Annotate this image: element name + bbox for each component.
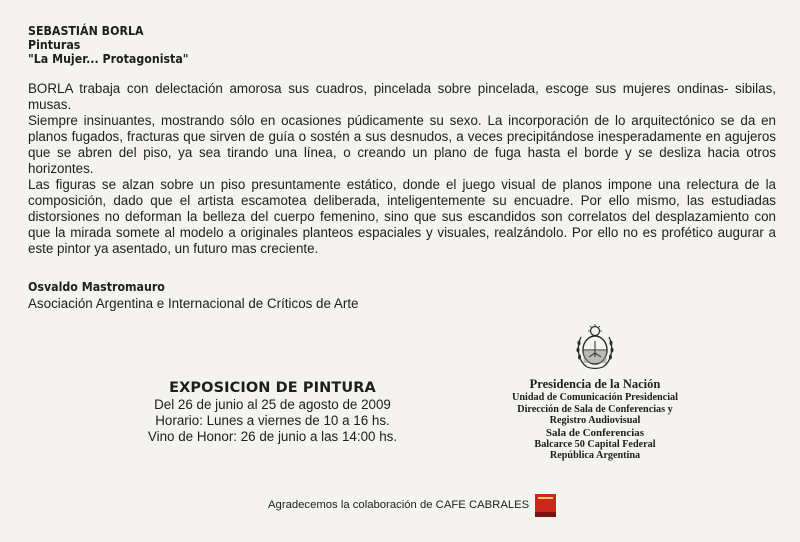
exhibition-title: EXPOSICION DE PINTURA [169,380,376,396]
review-text [28,81,776,257]
unit-line: Unidad de Comunicación Presidencial [512,392,678,403]
cafe-cabrales-logo-icon [535,494,556,517]
paragraph: Las figuras se alzan sobre un piso presuntamente estático, donde el juego visual de planos impone una relectura de la composición, dado que el artista escamotea deliberada, inteligentemente su encuadre. Por ello mismo, las estudiadas distorsiones no deforman la belleza del cuerpo femenino, sino que sus escandidos son correlatos del desplazamiento con que la mirada somete al modelo a originales planteos espaciales y visuales, realzándolo. Por ello no es profético augurar a este pintor ya asentado, un futuro mas creciente. [28,177,776,256]
author-block [28,280,359,312]
header [28,24,202,66]
unit-line: Dirección de Sala de Conferencias y [517,403,673,415]
exhibition-name: "La Mujer... Protagonista" [28,52,189,66]
sponsor-thanks: Agradecemos la colaboración de CAFE CABRALES [268,499,530,511]
artist-name: SEBASTIÁN BORLA [28,24,144,38]
address-line: Balcarce 50 Capital Federal [534,438,656,450]
sponsor-footer [268,493,556,517]
unit-line: Registro Audiovisual [549,415,641,427]
paragraph: BORLA trabaja con delectación amorosa sus cuadros, pincelada sobre pincelada, escoge sus mujeres ondinas- sibilas, musas. [28,81,776,112]
category: Pinturas [28,38,81,52]
exhibition-info [125,380,420,445]
presidencia-block [480,377,710,462]
vino-de-honor: Vino de Honor: 26 de junio a las 14:00 hs. [147,429,398,444]
presidencia-title: Presidencia de la Nación [529,377,661,391]
exhibition-hours: Horario: Lunes a viernes de 10 a 16 hs. [155,413,390,428]
address-line: República Argentina [549,450,641,462]
argentina-coat-of-arms-icon [573,323,617,371]
exhibition-dates: Del 26 de junio al 25 de agosto de 2009 [154,397,391,412]
sala-title: Sala de Conferencias [545,426,645,439]
paragraph: Siempre insinuantes, mostrando sólo en ocasiones púdicamente su sexo. La incorporación de lo arquitectónico se da en planos fugados, fracturas que sirven de guía o sostén a sus desnudos, a veces precipitándose inesperadamente en agujeros que se abren del piso, ya sea tirando una línea, o creando un plano de fuga hasta el borde y se desliza hacia otros horizontes. [28,113,776,176]
author-name: Osvaldo Mastromauro [28,280,165,294]
author-organization: Asociación Argentina e Internacional de Críticos de Arte [28,296,359,311]
